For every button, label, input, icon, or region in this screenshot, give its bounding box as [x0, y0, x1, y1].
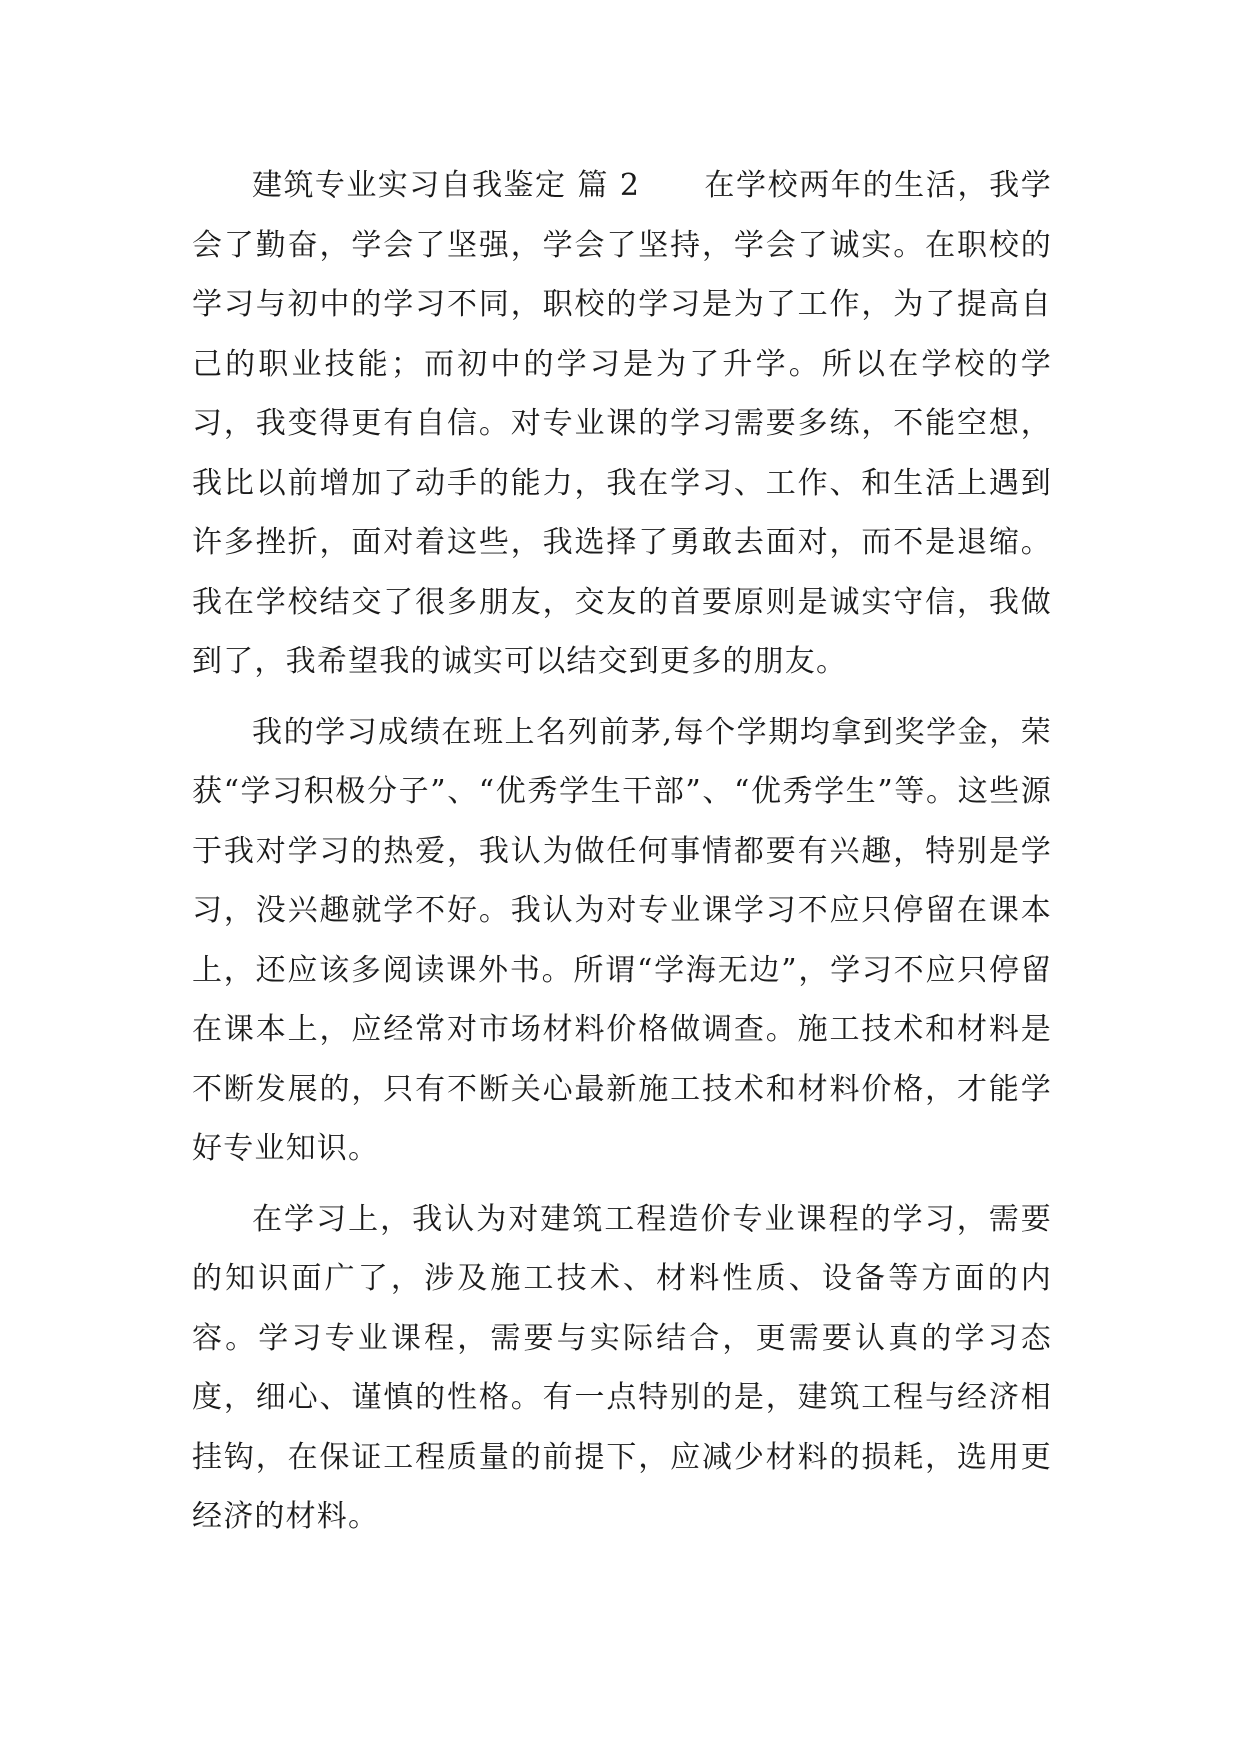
document-title: 建筑专业实习自我鉴定 篇 2: [252, 168, 640, 203]
paragraph-1-text: 在学校两年的生活，我学会了勤奋，学会了坚强，学会了坚持，学会了诚实。在职校的学习与初中的学习不同，职校的学习是为了工作，为了提高自己的职业技能；而初中的学习是为了升学。所以在学校的学习，我变得更有自信。对专业课的学习需要多练，不能空想，我比以前增加了动手的能力，我在学习、工作、和生活上遇到许多挫折，面对着这些，我选择了勇敢去面对，而不是退缩。我在学校结交了很多朋友，交友的首要原则是诚实守信，我做到了，我希望我的诚实可以结交到更多的朋友。: [192, 168, 1052, 679]
document-body: [192, 156, 1052, 1547]
paragraph-1: [192, 156, 1052, 692]
paragraph-2: 我的学习成绩在班上名列前茅,每个学期均拿到奖学金，荣获“学习积极分子”、“优秀学生干部”、“优秀学生”等。这些源于我对学习的热爱，我认为做任何事情都要有兴趣，特别是学习，没兴趣就学不好。我认为对专业课学习不应只停留在课本上，还应该多阅读课外书。所谓“学海无边”，学习不应只停留在课本上，应经常对市场材料价格做调查。施工技术和材料是不断发展的，只有不断关心最新施工技术和材料价格，才能学好专业知识。: [192, 714, 1052, 1166]
paragraph-3: 在学习上，我认为对建筑工程造价专业课程的学习，需要的知识面广了，涉及施工技术、材料性质、设备等方面的内容。学习专业课程，需要与实际结合，更需要认真的学习态度，细心、谨慎的性格。有一点特别的是，建筑工程与经济相挂钩，在保证工程质量的前提下，应减少材料的损耗，选用更经济的材料。: [192, 1201, 1052, 1534]
